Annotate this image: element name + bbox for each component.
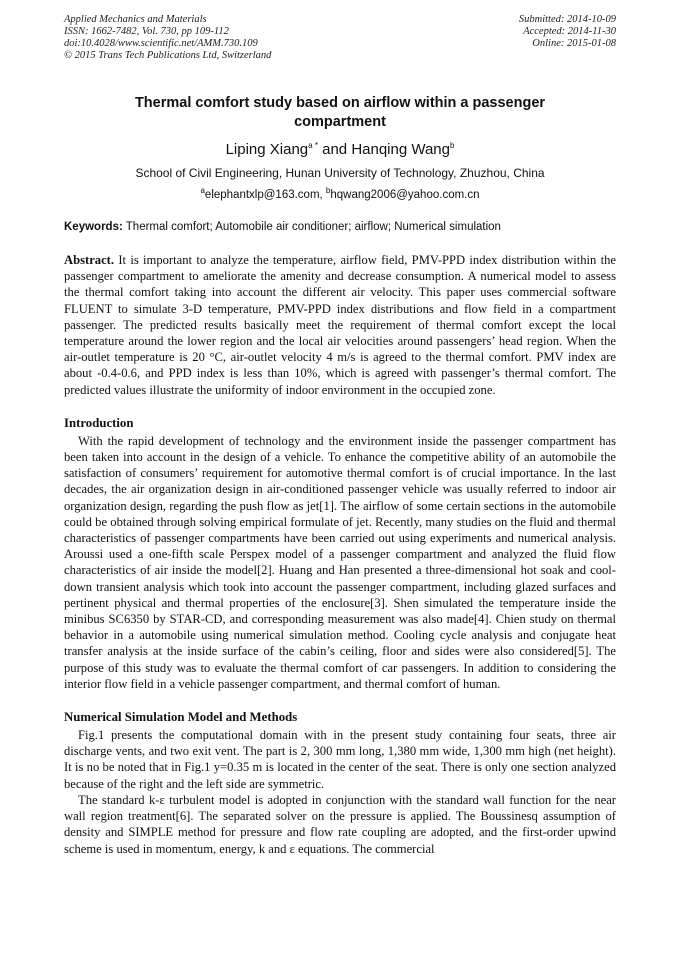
author-connector: and: [317, 141, 352, 158]
section-heading: Numerical Simulation Model and Methods: [64, 710, 298, 725]
section-heading: Introduction: [64, 415, 134, 430]
paper-title: Thermal comfort study based on airflow within a passenger compartment: [134, 95, 546, 130]
abstract-label: Abstract.: [64, 253, 115, 267]
submission-dates: [519, 14, 616, 50]
keywords-label: Keywords:: [64, 221, 123, 233]
paper-page: [64, 14, 616, 857]
journal-name: Applied Mechanics and Materials: [64, 14, 207, 25]
journal-doi: doi:10.4028/www.scientific.net/AMM.730.109: [64, 38, 258, 49]
keywords: [64, 219, 616, 235]
journal-header: [64, 14, 616, 66]
email-link[interactable]: elephantxlp@163.com,: [204, 189, 326, 201]
author-emails: [64, 187, 616, 203]
paragraph: With the rapid development of technology and the environment inside the passenger compartment has been taken into account in the design of a vehicle. To enhance the competitive ability of an automobile the satisfaction of consumers’ requirement for automotive thermal comfort is of crucial importance. In the last decades, the air organization design in air-conditioned passenger vehicle was usually referred to indoor air organization design, regarding the push flow as jet[1]. The airflow of some certain sections in the automobile could be obtained through solving empirical formulate of jet. Recently, many studies on the fluid and thermal characteristics of passenger compartments have been carried out using experiments and numerical analysis. Aroussi used a one-fifth scale Perspex model of a passenger compartment and analyzed the fluid flow characteristics of air inside the model[2]. Huang and Han presented a three-dimensional hot soak and cool-down transient analysis which took into account the passenger compartment, including glazed surfaces and pertinent physical and thermal properties of the enclosure[3]. Shen simulated the temperature inside the minibus SC6350 by STAR-CD, and corresponding measurement was also made[4]. Chien study on thermal behavior in a automobile using numerical simulation method. Cooling cycle analysis and conjugate heat transfer analysis at the inside surface of the cabin’s ceiling, floor and sides were also considered[5]. The purpose of this study was to evaluate the thermal comfort of car passengers. In addition to considering the interior flow field in a vehicle passenger compartment, and thermal comfort of human.: [64, 433, 616, 691]
author-affiliation-mark: b: [449, 141, 455, 150]
accepted-date: Accepted: 2014-11-30: [523, 26, 616, 37]
abstract-text: It is important to analyze the temperature, airflow field, PMV-PPD index distribution within the passenger compartment to ameliorate the amenity and decrease consumption. A numerical model to assess the thermal comfort taking into account the different air velocity. This paper uses commercial software FLUENT to simulate 3-D temperature, PMV-PPD index distributions and flow field in a compartment passenger. The predicted results basically meet the requirement of thermal comfort except the local temperature around the lower region and the local air velocities around passengers’ head region. When the air-outlet temperature is 20 °C, air-outlet velocity 4 m/s is agreed to the thermal comfort. PMV index are about -0.4-0.6, and PPD index is less than 10%, which is agreed with passenger’s thermal comfort. The predicted values illustrate the uniformity of indoor environment in the occupied zone.: [64, 253, 616, 397]
paragraph: Fig.1 presents the computational domain with in the present study containing four seats, three air discharge vents, and two exit vent. The part is 2, 300 mm long, 1,380 mm wide, 1,300 mm high (net height). It is no be noted that in Fig.1 y=0.35 m is located in the center of the seat. There is only one section analyzed because of the right and the left side are symmetric.: [64, 728, 616, 791]
keywords-text: Thermal comfort; Automobile air conditioner; airflow; Numerical simulation: [122, 221, 501, 233]
author-name: Hanqing Wang: [351, 141, 450, 158]
email-mark: a: [200, 186, 205, 196]
introduction-section: [64, 415, 616, 692]
abstract: [64, 252, 616, 398]
author-line: [64, 141, 616, 159]
author-affiliation-mark: a *: [308, 141, 318, 150]
affiliation: School of Civil Engineering, Hunan University of Technology, Zhuzhou, China: [135, 166, 545, 180]
email-link[interactable]: hqwang2006@yahoo.com.cn: [330, 189, 480, 201]
paragraph: The standard k-ε turbulent model is adopted in conjunction with the standard wall function for the near wall region treatment[6]. The separated solver on the pressure is applied. The Boussinesq assumption of density and SIMPLE method for pressure and flow rate coupling are adopted, and the first-order upwind scheme is used in momentum, energy, k and ε equations. The commercial: [64, 792, 616, 856]
methods-section: [64, 709, 616, 857]
submitted-date: Submitted: 2014-10-09: [518, 14, 616, 25]
journal-issn: ISSN: 1662-7482, Vol. 730, pp 109-112: [64, 26, 229, 37]
author-name: Liping Xiang: [225, 141, 309, 158]
email-mark: b: [325, 186, 331, 196]
journal-copyright: © 2015 Trans Tech Publications Ltd, Switzerland: [64, 50, 272, 61]
journal-info: [64, 14, 271, 62]
online-date: Online: 2015-01-08: [532, 38, 616, 49]
